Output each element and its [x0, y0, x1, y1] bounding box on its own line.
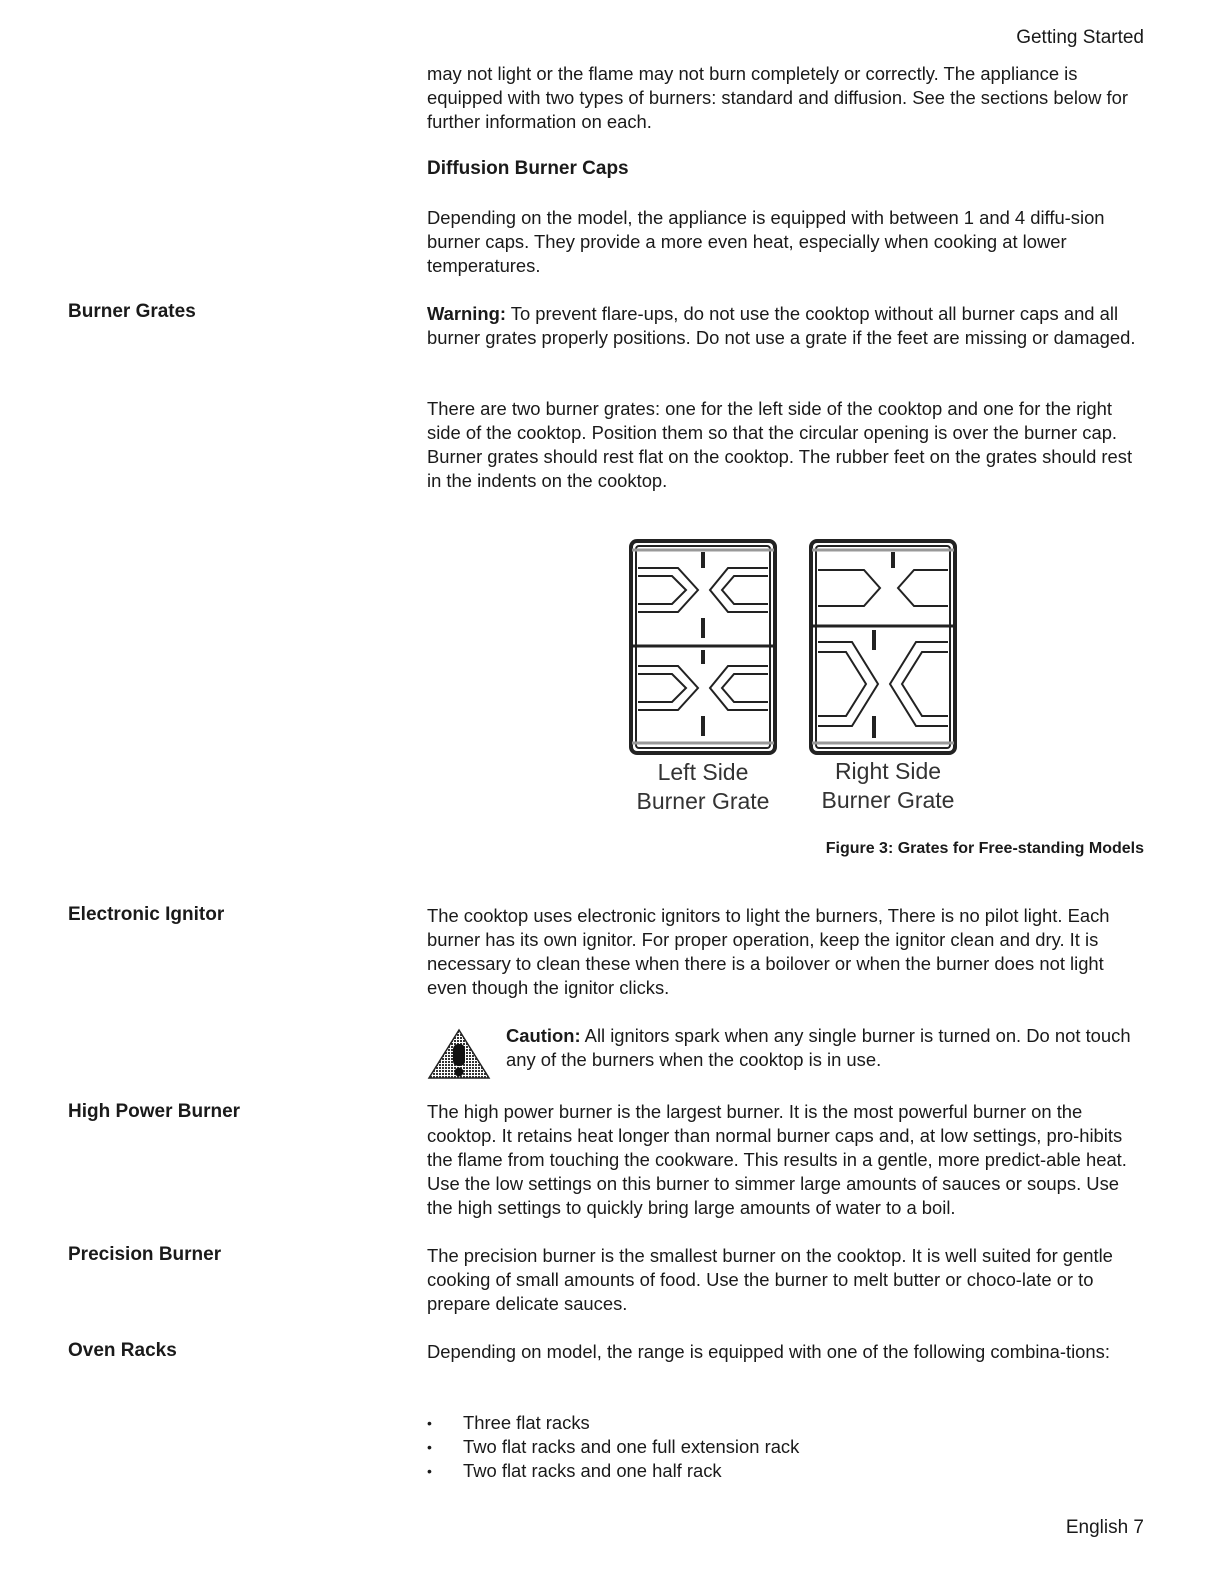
running-header: Getting Started	[1016, 27, 1144, 48]
grates-paragraph: There are two burner grates: one for the left side of the cooktop and one for the right side of the cooktop. Position them so that the circular opening is over the burner cap. Burner grates should rest flat on the cooktop. The rubber feet on the grates should rest in the indents on the cooktop.	[427, 398, 1133, 491]
right-grate-label-line1: Right Side	[834, 758, 942, 784]
high-power-burner-label: High Power Burner	[68, 1101, 241, 1122]
diffusion-paragraph: Depending on the model, the appliance is equipped with between 1 and 4 diffu-sion burner caps. They provide a more even heat, especially when cooking at lower temperatures.	[427, 207, 1105, 276]
ignitor-paragraph: The cooktop uses electronic ignitors to light the burners, There is no pilot light. Each burner has its own ignitor. For proper operation, keep the ignitor clean and dry. It is necessary to clean these when there is a boilover or when the burner does not light even though the ignitor clicks.	[427, 905, 1110, 998]
caution-lead: Caution:	[506, 1025, 581, 1046]
figure-caption: Figure 3: Grates for Free-standing Models	[825, 840, 1144, 857]
caution-paragraph	[506, 1024, 1146, 1072]
burner-grates-label: Burner Grates	[68, 301, 196, 322]
diffusion-heading: Diffusion Burner Caps	[427, 158, 629, 179]
list-item: • Three flat racks	[427, 1411, 1147, 1435]
precision-burner-label: Precision Burner	[68, 1244, 222, 1265]
intro-paragraph: may not light or the flame may not burn completely or correctly. The appliance is equipped with two types of burners: standard and diffusion. See the sections below for further information on each.	[427, 63, 1128, 132]
right-grate-illustration	[808, 538, 958, 756]
racks-paragraph: Depending on model, the range is equipped with one of the following combina-tions:	[427, 1341, 1110, 1362]
caution-text: All ignitors spark when any single burner is turned on. Do not touch any of the burners when the cooktop is in use.	[506, 1025, 1131, 1070]
left-grate-label	[613, 758, 793, 816]
list-item: • Two flat racks and one full extension rack	[427, 1435, 1147, 1459]
left-grate-icon	[628, 538, 778, 756]
warning-paragraph	[427, 302, 1147, 350]
precision-paragraph: The precision burner is the smallest burner on the cooktop. It is well suited for gentle cooking of small amounts of food. Use the burner to melt butter or choco-late or to prepare delicate sauces.	[427, 1245, 1113, 1314]
left-grate-label-line2: Burner Grate	[636, 788, 770, 814]
right-grate-label-line2: Burner Grate	[821, 787, 955, 813]
oven-racks-label: Oven Racks	[68, 1340, 177, 1361]
electronic-ignitor-label: Electronic Ignitor	[68, 904, 225, 925]
racks-list	[427, 1411, 1147, 1483]
list-item: • Two flat racks and one half rack	[427, 1459, 1147, 1483]
page-number: English 7	[1065, 1517, 1144, 1538]
warning-text: To prevent flare-ups, do not use the cooktop without all burner caps and all burner grates properly positions. Do not use a grate if the feet are missing or damaged.	[427, 303, 1136, 348]
left-grate-label-line1: Left Side	[657, 759, 749, 785]
right-grate-label	[798, 757, 978, 815]
right-grate-icon	[808, 538, 958, 756]
caution-icon	[427, 1028, 491, 1080]
left-grate-illustration	[628, 538, 778, 756]
warning-lead: Warning:	[427, 303, 506, 324]
high-power-paragraph: The high power burner is the largest burner. It is the most powerful burner on the cooktop. It retains heat longer than normal burner caps and, at low settings, pro-hibits the flame from touching the cookware. This results in a gentle, more predict-able heat. Use the low settings on this burner to simmer large amounts of sauces or soups. Use the high settings to quickly bring large amounts of water to a boil.	[427, 1101, 1127, 1218]
